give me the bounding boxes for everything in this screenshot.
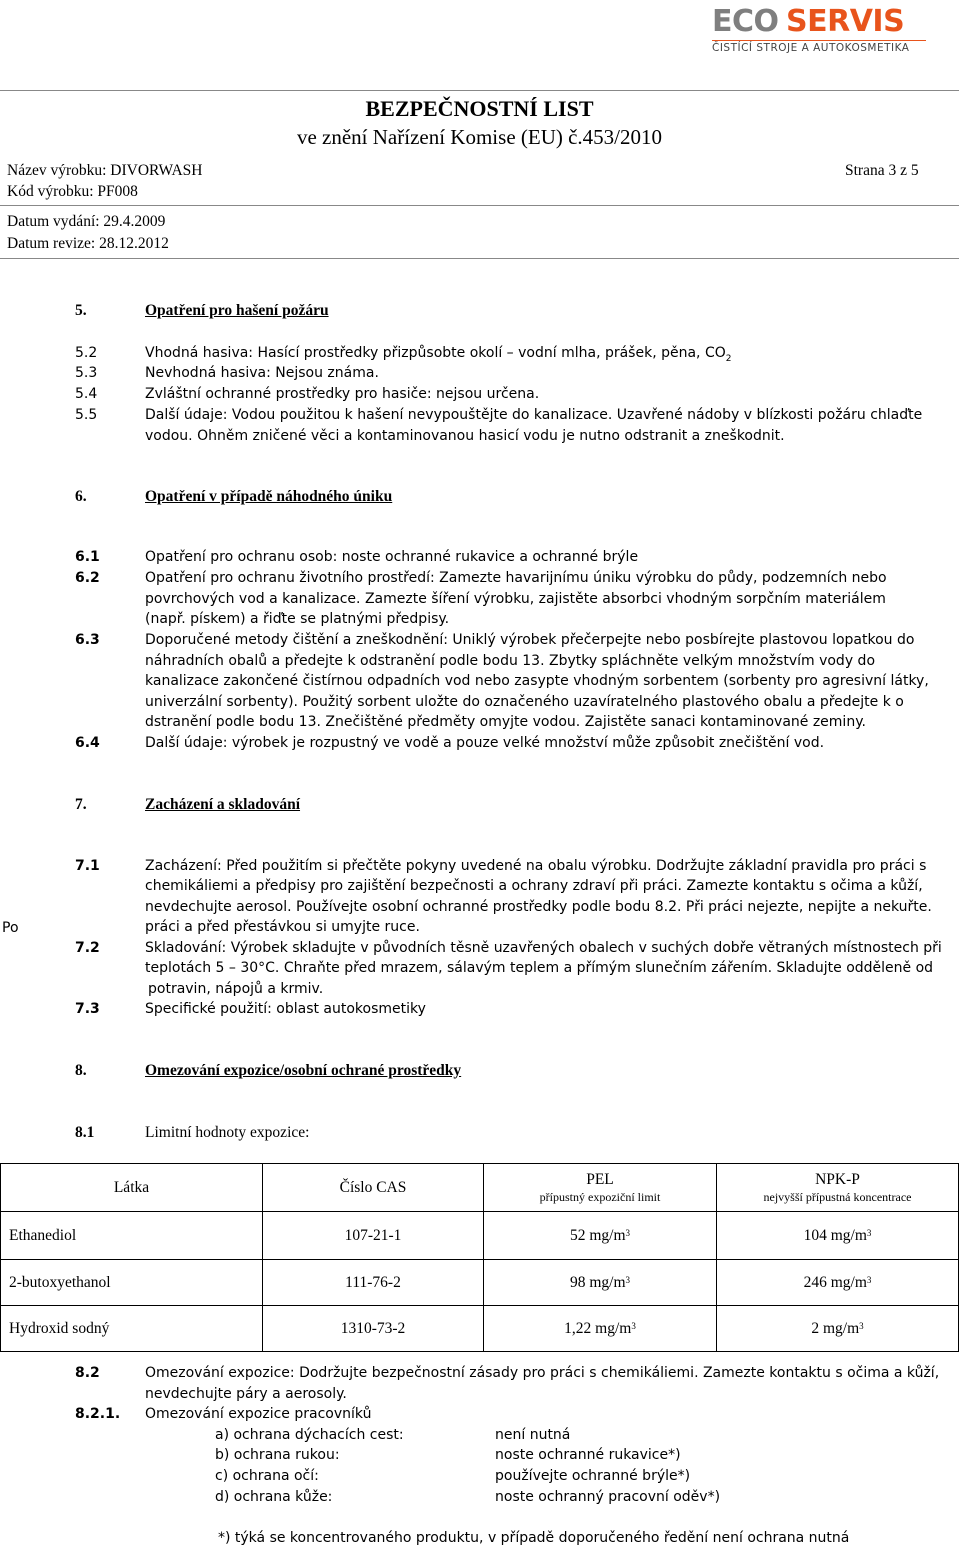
pp-value: noste ochranné rukavice*) xyxy=(495,1447,681,1463)
item-number: 6.4 xyxy=(75,735,100,751)
company-logo xyxy=(712,4,932,56)
item-number: 8.2 xyxy=(75,1365,100,1381)
item-number: 8.1 xyxy=(75,1124,95,1141)
section-number: 8. xyxy=(75,1062,87,1079)
section-title: Opatření v případě náhodného úniku xyxy=(145,488,393,505)
header-cell-latka: Látka xyxy=(1,1164,263,1212)
item-text: nevdechujte páry a aerosoly. xyxy=(145,1386,347,1402)
header-bottom-rule xyxy=(0,258,959,259)
header-top-rule xyxy=(0,90,959,91)
item-text: univerzální sorbenty). Použitý sorbent uložte do označeného uzavíratelného plastového obalu a předejte k o xyxy=(145,694,904,710)
pp-value: není nutná xyxy=(495,1427,571,1443)
section-number: 6. xyxy=(75,488,87,505)
item-text: Opatření pro ochranu osob: noste ochranné rukavice a ochranné brýle xyxy=(145,549,639,565)
table-header-row xyxy=(1,1164,959,1212)
item-text: Limitní hodnoty expozice: xyxy=(145,1124,310,1141)
item-number: 6.3 xyxy=(75,632,100,648)
item-text: povrchových vod a kanalizace. Zamezte šíření výrobku, zajistěte absorbci vhodným sorpčním materiálem xyxy=(145,591,886,607)
item-text: Další údaje: Vodou použitou k hašení nevypouštějte do kanalizace. Uzavřené nádoby v blízkosti požáru chlaďte xyxy=(145,407,923,423)
item-text: Nevhodná hasiva: Nejsou známa. xyxy=(145,365,379,381)
document-title: BEZPEČNOSTNÍ LIST xyxy=(365,96,594,121)
item-text: chemikáliemi a předpisy pro zajištění bezpečnosti a ochrany zdraví při práci. Zamezte kontaktu s očima a kůží, xyxy=(145,878,923,894)
item-number: 6.1 xyxy=(75,549,100,565)
cell-pel: 52 $mg/m^3$ xyxy=(484,1212,717,1260)
table-row xyxy=(1,1260,959,1306)
revision-date: Datum revize: 28.12.2012 xyxy=(7,235,169,252)
section-title: Opatření pro hašení požáru xyxy=(145,302,329,319)
pp-label: c) ochrana očí: xyxy=(215,1468,319,1484)
cell-latka: 2-butoxyethanol xyxy=(1,1260,263,1306)
logo-subtitle: ČISTÍCÍ STROJE A AUTOKOSMETIKA xyxy=(712,42,910,54)
product-code: Kód výrobku: PF008 xyxy=(7,183,138,200)
exposure-limits-table xyxy=(0,1163,959,1352)
section-title: Zacházení a skladování xyxy=(145,796,301,813)
item-number: 5.5 xyxy=(75,407,98,423)
document-subtitle: ve znění Nařízení Komise (EU) č.453/2010 xyxy=(296,125,663,149)
header-cell-cas: Číslo CAS xyxy=(263,1164,484,1212)
cell-npk: 246 $mg/m^3$ xyxy=(717,1260,959,1306)
cell-pel: 98 $mg/m^3$ xyxy=(484,1260,717,1306)
item-text: Omezování expozice pracovníků xyxy=(145,1406,372,1422)
item-text: náhradních obalů a předejte k odstranění podle bodu 13. Zbytky spláchněte velkým množstvím vody do xyxy=(145,653,876,669)
cell-latka: Ethanediol xyxy=(1,1212,263,1260)
cell-latka: Hydroxid sodný xyxy=(1,1306,263,1352)
item-text: Doporučené metody čištění a zneškodnění: Uniklý výrobek přečerpejte nebo posbírejte plastovou lopatkou do xyxy=(145,632,915,648)
item-text: nevdechujte aerosol. Používejte osobní ochranné prostředky podle bodu 8.2. Při práci nejezte, nepijte a nekuřte. xyxy=(145,899,932,915)
item-text: Další údaje: výrobek je rozpustný ve vodě a pouze velké množství může způsobit znečištění vod. xyxy=(145,735,825,751)
section-number: 7. xyxy=(75,796,87,813)
cell-npk: 2 $mg/m^3$ xyxy=(717,1306,959,1352)
section-title: Omezování expozice/osobní ochrané prostředky xyxy=(145,1062,462,1079)
issue-date: Datum vydání: 29.4.2009 xyxy=(7,213,166,230)
item-text: potravin, nápojů a krmiv. xyxy=(148,981,324,997)
cell-npk: 104 $mg/m^3$ xyxy=(717,1212,959,1260)
cell-pel: 1,22 $mg/m^3$ xyxy=(484,1306,717,1352)
item-text: Opatření pro ochranu životního prostředí: Zamezte havarijnímu úniku výrobku do půdy, podzemních nebo xyxy=(145,570,887,586)
item-text: teplotách 5 – 30°C. Chraňte před mrazem, sálavým teplem a přímým slunečním zářením. Skladujte odděleně od xyxy=(145,960,934,976)
pp-label: b) ochrana rukou: xyxy=(215,1447,340,1463)
cell-cas: 111-76-2 xyxy=(263,1260,484,1306)
logo-rule xyxy=(712,40,926,41)
item-number: 7.3 xyxy=(75,1001,100,1017)
item-text: práci a před přestávkou si umyjte ruce. xyxy=(145,919,420,935)
table-row xyxy=(1,1212,959,1260)
item-text: Zacházení: Před použitím si přečtěte pokyny uvedené na obalu výrobku. Dodržujte základní pravidla pro práci s xyxy=(145,858,927,874)
item-text: vodou. Ohněm zničené věci a kontaminovanou hasicí vodu je nutno odstranit a zneškodnit. xyxy=(145,428,785,444)
item-number: 7.1 xyxy=(75,858,100,874)
item-number: 5.3 xyxy=(75,365,98,381)
item-number: 8.2.1. xyxy=(75,1406,121,1422)
header-cell-npk: NPK-P nejvyšší přípustná koncentrace xyxy=(717,1164,959,1212)
pp-label: d) ochrana kůže: xyxy=(215,1489,333,1505)
item-number: 5.2 xyxy=(75,345,98,361)
pp-value: používejte ochranné brýle*) xyxy=(495,1468,691,1484)
table-row xyxy=(1,1306,959,1352)
section-number: 5. xyxy=(75,302,87,319)
product-name: Název výrobku: DIVORWASH xyxy=(7,162,203,179)
footnote: *) týká se koncentrovaného produktu, v případě doporučeného ředění není ochrana nutná xyxy=(218,1530,850,1546)
cell-cas: 107-21-1 xyxy=(263,1212,484,1260)
item-text: Specifické použití: oblast autokosmetiky xyxy=(145,1001,426,1017)
item-text: Omezování expozice: Dodržujte bezpečnostní zásady pro práci s chemikáliemi. Zamezte kontaktu s očima a kůží, xyxy=(145,1365,940,1381)
pp-label: a) ochrana dýchacích cest: xyxy=(215,1427,404,1443)
logo-eco-text: ECO xyxy=(712,4,779,39)
margin-fragment: Po xyxy=(2,920,19,936)
item-text: (např. pískem) a řiďte se platnými předpisy. xyxy=(145,611,450,627)
item-text: Vhodná hasiva: Hasící prostředky přizpůsobte okolí – vodní mlha, prášek, pěna, $CO_2$ xyxy=(145,345,732,364)
logo-servis-text: SERVIS xyxy=(786,4,905,39)
item-text: kanalizace zakončené čistírnou odpadních vod nebo zasypte vhodným sorbentem (sorbenty pro agresivní látky, xyxy=(145,673,929,689)
item-text: dstranění podle bodu 13. Znečištěné předměty omyjte vodou. Zajistěte sanaci kontaminované zeminy. xyxy=(145,714,866,730)
item-text: Skladování: Výrobek skladujte v původních těsně uzavřených obalech v suchých dobře větraných místnostech při xyxy=(145,940,942,956)
cell-cas: 1310-73-2 xyxy=(263,1306,484,1352)
header-mid-rule xyxy=(0,205,959,206)
item-text: Zvláštní ochranné prostředky pro hasiče: nejsou určena. xyxy=(145,386,540,402)
item-number: 7.2 xyxy=(75,940,100,956)
page-number: Strana 3 z 5 xyxy=(845,162,919,179)
item-number: 6.2 xyxy=(75,570,100,586)
pp-value: noste ochranný pracovní oděv*) xyxy=(495,1489,721,1505)
header-cell-pel: PEL přípustný expoziční limit xyxy=(484,1164,717,1212)
item-number: 5.4 xyxy=(75,386,98,402)
